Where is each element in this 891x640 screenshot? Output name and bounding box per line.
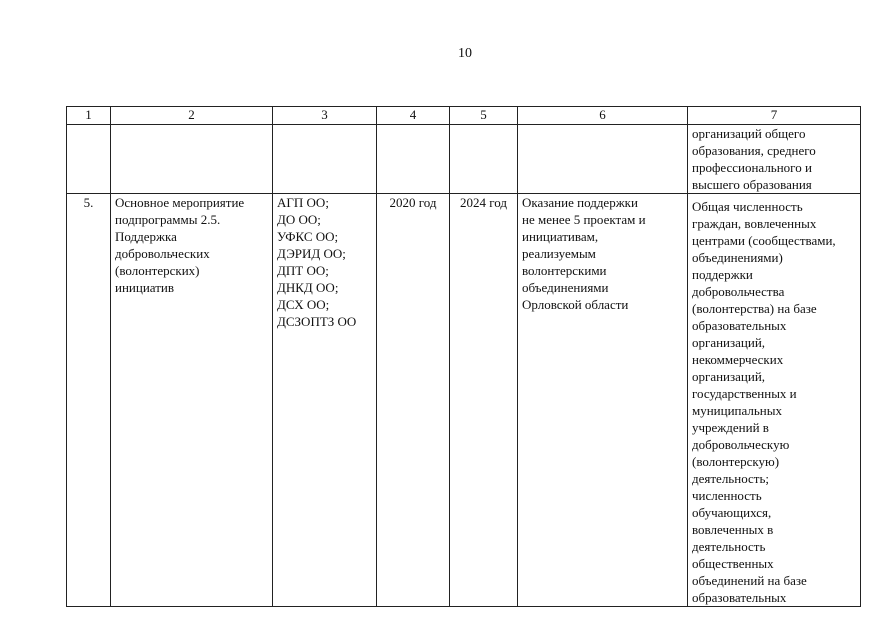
end-year-cell: 2024 год [450,194,518,607]
text-line: АГП ОО; [277,195,329,210]
text-line: (волонтерскую) [692,454,780,469]
text-line: инициативам, [522,229,599,244]
text-line: (волонтерских) [115,263,200,278]
text-line: объединений на базе [692,573,807,588]
text-line: граждан, вовлеченных [692,216,817,231]
text-line: образовательных [692,590,787,605]
text-line: государственных и [692,386,797,401]
continued-indicators-cell [688,125,861,194]
text-line: организаций общего [692,126,806,141]
text-line: Оказание поддержки [522,195,638,210]
text-line: высшего образования [692,177,812,192]
continued-cell-6 [518,125,688,194]
continued-cell-2 [111,125,273,194]
text-line: ДНКД ОО; [277,280,339,295]
column-header-3: 3 [273,107,377,125]
text-line: образовательных [692,318,787,333]
text-line: не менее 5 проектам и [522,212,646,227]
text-line: волонтерскими [522,263,607,278]
text-line: ДЭРИД ОО; [277,246,346,261]
text-line: добровольческих [115,246,210,261]
text-line: организаций, [692,335,766,350]
text-line: муниципальных [692,403,783,418]
text-line: деятельность [692,539,766,554]
text-line: обучающихся, [692,505,772,520]
column-header-5: 5 [450,107,518,125]
column-header-6: 6 [518,107,688,125]
text-line: профессионального и [692,160,812,175]
text-line: инициатив [115,280,174,295]
text-line: Орловской области [522,297,629,312]
continued-cell-3 [273,125,377,194]
table-row [67,194,861,607]
text-line: некоммерческих [692,352,784,367]
text-line: подпрограммы 2.5. [115,212,221,227]
activity-cell [111,194,273,607]
text-line: численность [692,488,762,503]
text-line: организаций, [692,369,766,384]
column-header-7: 7 [688,107,861,125]
text-line: образования, среднего [692,143,816,158]
text-line: реализуемым [522,246,596,261]
text-line: ДО ОО; [277,212,321,227]
table-row-continued [67,125,861,194]
executors-cell [273,194,377,607]
text-line: добровольческую [692,437,790,452]
text-line: центрами (сообществами, [692,233,836,248]
text-line: учреждений в [692,420,769,435]
indicators-cell [688,194,861,607]
text-line: вовлеченных в [692,522,774,537]
text-line: общественных [692,556,774,571]
text-line: (волонтерства) на базе [692,301,817,316]
text-line: ДСЗОПТЗ ОО [277,314,357,329]
row-number-cell: 5. [67,194,111,607]
column-header-2: 2 [111,107,273,125]
text-line: деятельность; [692,471,770,486]
column-header-4: 4 [377,107,450,125]
text-line: объединениями [522,280,609,295]
continued-cell-4 [377,125,450,194]
start-year-cell: 2020 год [377,194,450,607]
header-row [67,107,861,125]
result-cell [518,194,688,607]
continued-cell-1 [67,125,111,194]
text-line: объединениями) [692,250,783,265]
page-number: 10 [458,46,472,61]
plan-table [66,106,861,607]
text-line: поддержки [692,267,753,282]
text-line: ДПТ ОО; [277,263,329,278]
column-header-1: 1 [67,107,111,125]
text-line: УФКС ОО; [277,229,339,244]
text-line: ДСХ ОО; [277,297,330,312]
text-line: добровольчества [692,284,785,299]
continued-cell-5 [450,125,518,194]
text-line: Поддержка [115,229,177,244]
text-line: Основное мероприятие [115,195,245,210]
text-line: Общая численность [692,199,803,214]
